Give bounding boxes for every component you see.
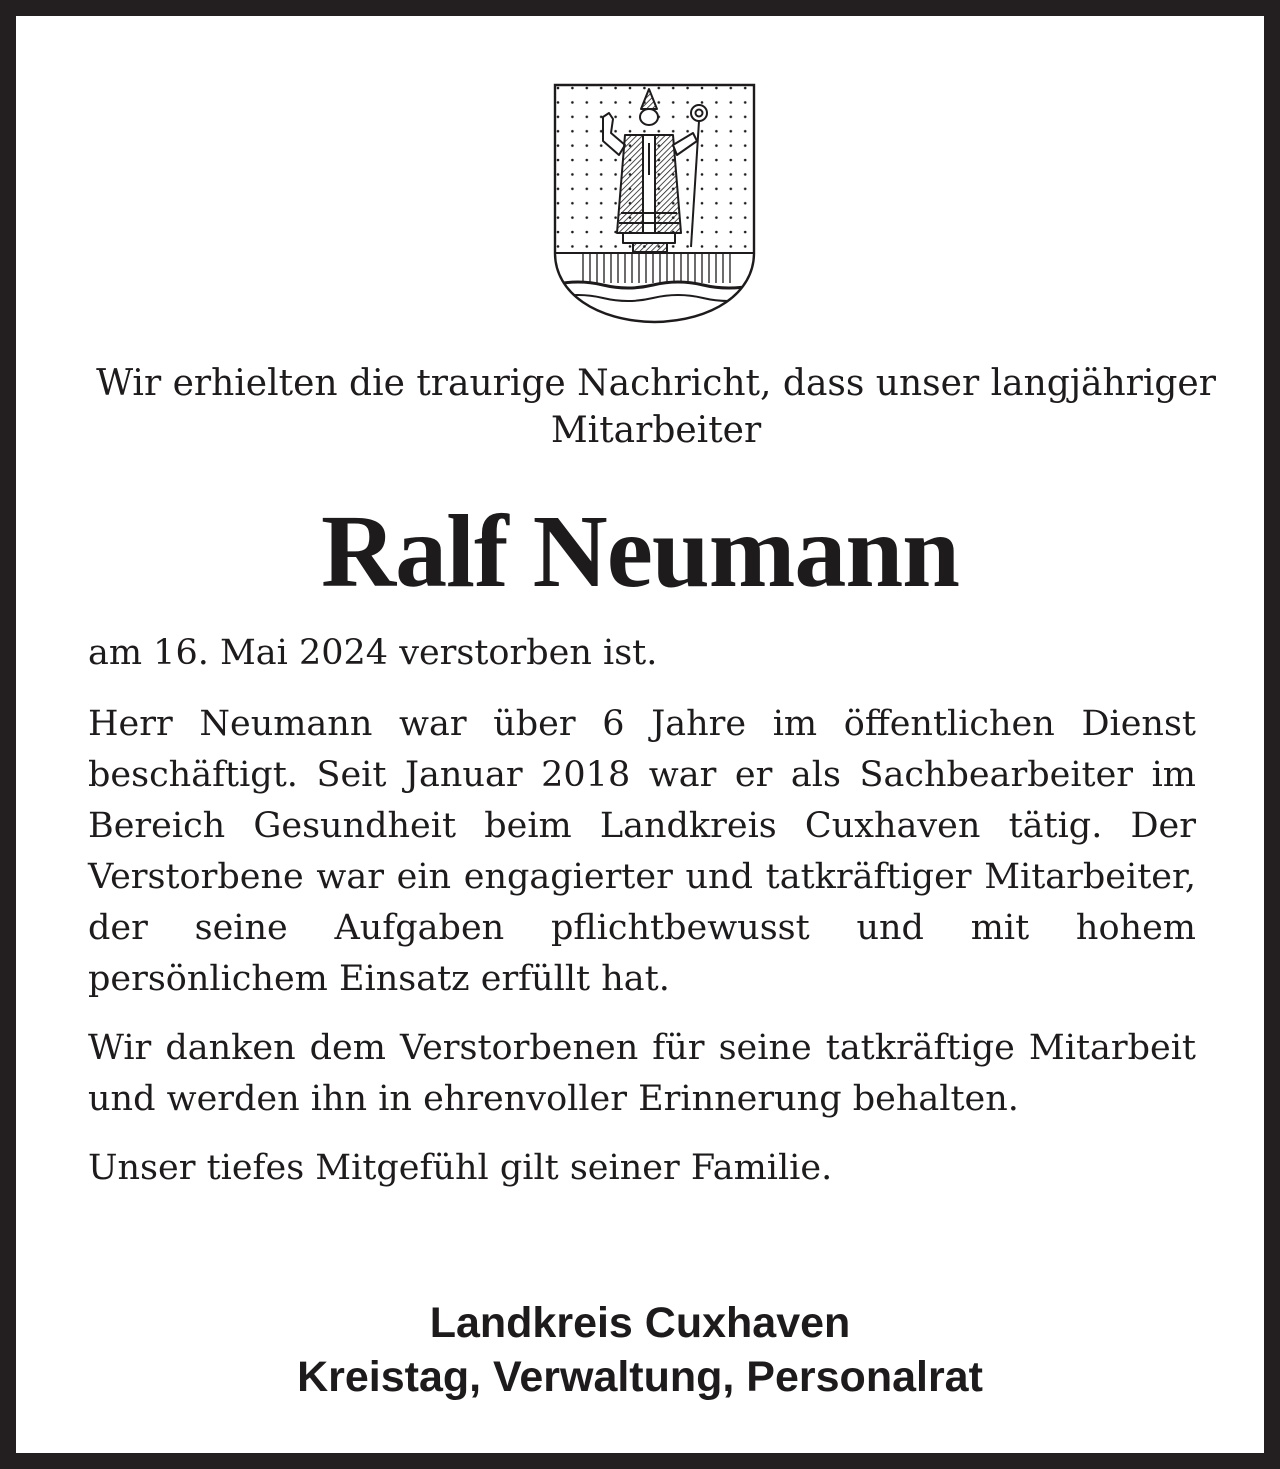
signature-bodies: Kreistag, Verwaltung, Personalrat bbox=[297, 1353, 983, 1401]
notice-body bbox=[88, 628, 1196, 1212]
paragraph-thanks: Wir danken dem Verstorbenen für seine tatkräftige Mitarbeit und werden ihn in ehrenvoller Erinnerung behalten. bbox=[88, 1028, 1196, 1119]
deceased-name: Ralf Neumann bbox=[320, 494, 960, 609]
date-line: am 16. Mai 2024 verstorben ist. bbox=[88, 633, 658, 673]
paragraph-career: Herr Neumann war über 6 Jahre im öffentlichen Dienst beschäftigt. Seit Januar 2018 war er als Sachbearbeiter im Bereich Gesundheit beim Landkreis Cuxhaven tätig. Der Verstorbene war ein engagierter und tatkräftiger Mitarbeiter, der seine Aufgaben pflichtbewusst und mit hohem persönlichem Einsatz erfüllt hat. bbox=[88, 704, 1196, 999]
signature-organization: Landkreis Cuxhaven bbox=[429, 1299, 851, 1347]
paragraph-condolence: Unser tiefes Mitgefühl gilt seiner Familie. bbox=[88, 1148, 833, 1188]
intro-text: Wir erhielten die traurige Nachricht, dass unser langjähriger Mitarbeiter bbox=[96, 363, 1216, 451]
signature bbox=[16, 1296, 1264, 1404]
coat-of-arms-icon bbox=[553, 83, 756, 324]
